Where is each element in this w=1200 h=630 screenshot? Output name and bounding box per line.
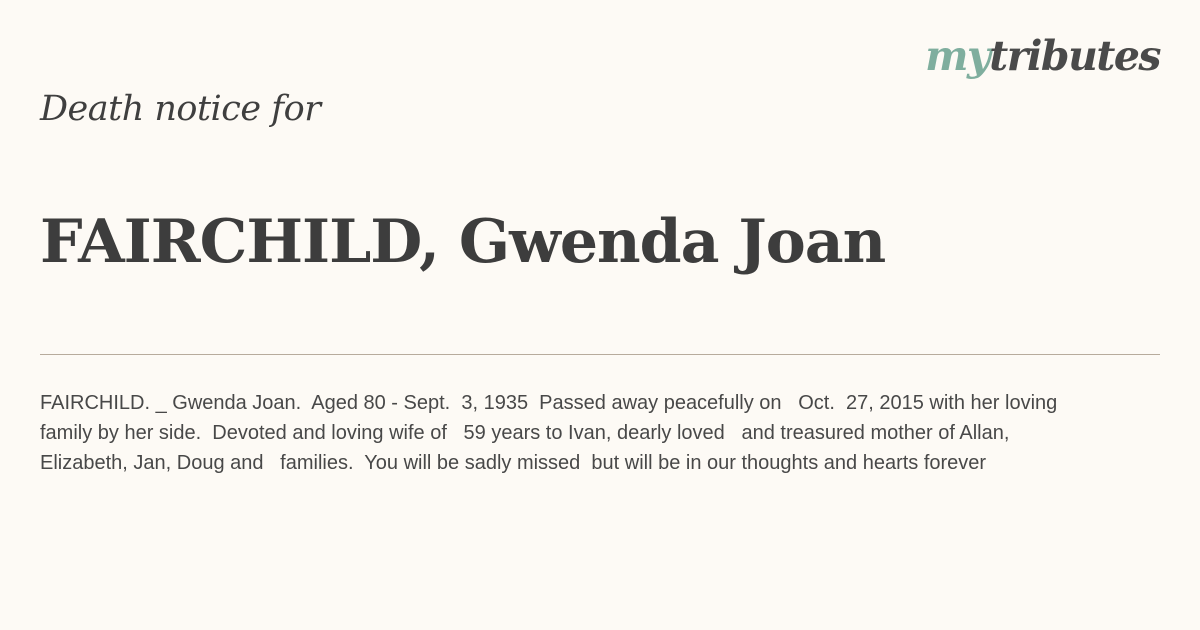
logo-my: my: [925, 32, 990, 80]
notice-body: FAIRCHILD. _ Gwenda Joan. Aged 80 - Sept. 3, 1935 Passed away peacefully on Oct. 27, 2015 with her loving family by her side. Devoted and loving wife of 59 years to Ivan, dearly loved and treasured mother of Allan, Elizabeth, Jan, Doug and families. You will be sadly missed but will be in our thoughts and hearts forever: [40, 392, 1074, 474]
divider: [40, 354, 1160, 355]
logo-tributes: tributes: [989, 32, 1160, 80]
deceased-name: FAIRCHILD, Gwenda Joan: [40, 207, 886, 277]
mytributes-logo[interactable]: [925, 32, 1160, 80]
death-notice-label: Death notice for: [40, 89, 321, 129]
